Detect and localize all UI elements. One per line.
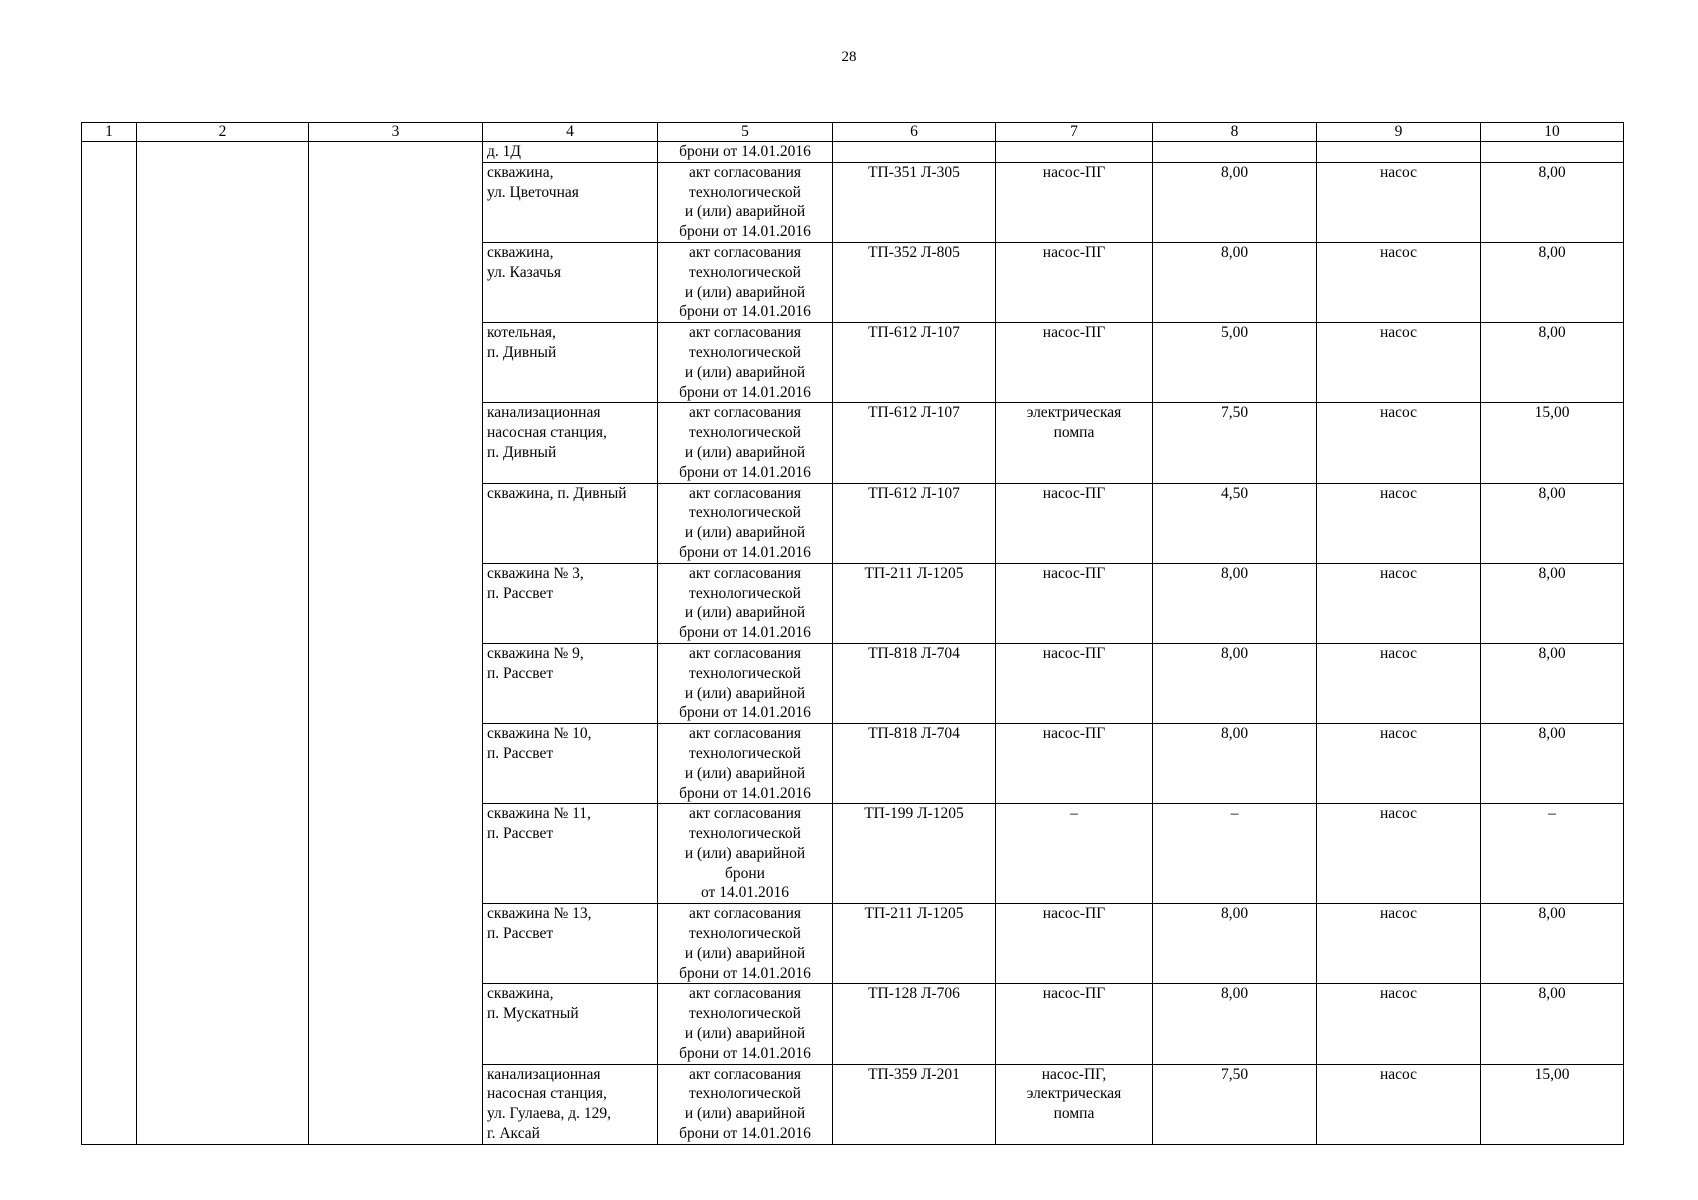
- document-cell: акт согласования технологической и (или) аварийной брони от 14.01.2016: [658, 242, 833, 322]
- equipment-cell: насос-ПГ: [996, 724, 1153, 804]
- column-header-10: 10: [1481, 123, 1624, 142]
- object-cell: скважина № 9, п. Рассвет: [483, 643, 658, 723]
- value-cell: 15,00: [1481, 403, 1624, 483]
- value-cell: 8,00: [1481, 984, 1624, 1064]
- object-cell: скважина № 3, п. Рассвет: [483, 563, 658, 643]
- document-cell: акт согласования технологической и (или) аварийной брони от 14.01.2016: [658, 984, 833, 1064]
- equipment-cell: насос-ПГ: [996, 162, 1153, 242]
- document-cell: акт согласования технологической и (или) аварийной брони от 14.01.2016: [658, 904, 833, 984]
- power-source-cell: ТП-818 Л-704: [833, 724, 996, 804]
- equipment-cell: насос-ПГ: [996, 643, 1153, 723]
- merged-cell-col2: [137, 142, 309, 1145]
- power-cell: –: [1153, 804, 1317, 904]
- continuation-document-cell: брони от 14.01.2016: [658, 142, 833, 163]
- value-cell: 8,00: [1481, 323, 1624, 403]
- object-cell: котельная, п. Дивный: [483, 323, 658, 403]
- value-cell: 8,00: [1481, 483, 1624, 563]
- object-cell: скважина № 11, п. Рассвет: [483, 804, 658, 904]
- equipment-cell: электрическая помпа: [996, 403, 1153, 483]
- power-cell: 8,00: [1153, 984, 1317, 1064]
- object-cell: скважина, п. Дивный: [483, 483, 658, 563]
- power-source-cell: ТП-352 Л-805: [833, 242, 996, 322]
- column-header-6: 6: [833, 123, 996, 142]
- value-cell: 8,00: [1481, 242, 1624, 322]
- empty-cell: [996, 142, 1153, 163]
- merged-cell-col3: [309, 142, 483, 1145]
- value-cell: 8,00: [1481, 563, 1624, 643]
- power-source-cell: ТП-818 Л-704: [833, 643, 996, 723]
- power-cell: 8,00: [1153, 563, 1317, 643]
- column-number-row: [82, 123, 1624, 142]
- power-source-cell: ТП-128 Л-706: [833, 984, 996, 1064]
- type-cell: насос: [1317, 242, 1481, 322]
- type-cell: насос: [1317, 1064, 1481, 1144]
- type-cell: насос: [1317, 904, 1481, 984]
- equipment-cell: насос-ПГ: [996, 984, 1153, 1064]
- power-source-cell: ТП-211 Л-1205: [833, 904, 996, 984]
- power-source-cell: ТП-211 Л-1205: [833, 563, 996, 643]
- equipment-cell: –: [996, 804, 1153, 904]
- power-cell: 8,00: [1153, 162, 1317, 242]
- column-header-1: 1: [82, 123, 137, 142]
- equipment-cell: насос-ПГ: [996, 323, 1153, 403]
- merged-cell-col1: [82, 142, 137, 1145]
- power-source-cell: ТП-612 Л-107: [833, 403, 996, 483]
- object-cell: скважина, ул. Казачья: [483, 242, 658, 322]
- type-cell: насос: [1317, 984, 1481, 1064]
- type-cell: насос: [1317, 724, 1481, 804]
- document-cell: акт согласования технологической и (или) аварийной брони от 14.01.2016: [658, 162, 833, 242]
- power-source-cell: ТП-612 Л-107: [833, 323, 996, 403]
- power-source-cell: ТП-612 Л-107: [833, 483, 996, 563]
- data-table: [81, 122, 1624, 1145]
- column-header-5: 5: [658, 123, 833, 142]
- equipment-cell: насос-ПГ: [996, 563, 1153, 643]
- column-header-3: 3: [309, 123, 483, 142]
- continuation-row: [82, 142, 1624, 163]
- value-cell: 8,00: [1481, 904, 1624, 984]
- object-cell: скважина № 13, п. Рассвет: [483, 904, 658, 984]
- object-cell: канализационная насосная станция, ул. Гулаева, д. 129, г. Аксай: [483, 1064, 658, 1144]
- value-cell: 8,00: [1481, 162, 1624, 242]
- document-cell: акт согласования технологической и (или) аварийной брони от 14.01.2016: [658, 804, 833, 904]
- object-cell: скважина, ул. Цветочная: [483, 162, 658, 242]
- type-cell: насос: [1317, 643, 1481, 723]
- power-cell: 5,00: [1153, 323, 1317, 403]
- continuation-object-cell: д. 1Д: [483, 142, 658, 163]
- column-header-2: 2: [137, 123, 309, 142]
- column-header-8: 8: [1153, 123, 1317, 142]
- power-cell: 8,00: [1153, 242, 1317, 322]
- value-cell: –: [1481, 804, 1624, 904]
- value-cell: 8,00: [1481, 724, 1624, 804]
- type-cell: насос: [1317, 483, 1481, 563]
- power-cell: 7,50: [1153, 403, 1317, 483]
- object-cell: скважина, п. Мускатный: [483, 984, 658, 1064]
- object-cell: канализационная насосная станция, п. Дивный: [483, 403, 658, 483]
- page-number: 28: [841, 49, 857, 65]
- equipment-cell: насос-ПГ, электрическая помпа: [996, 1064, 1153, 1144]
- document-cell: акт согласования технологической и (или) аварийной брони от 14.01.2016: [658, 1064, 833, 1144]
- equipment-cell: насос-ПГ: [996, 483, 1153, 563]
- type-cell: насос: [1317, 162, 1481, 242]
- type-cell: насос: [1317, 323, 1481, 403]
- type-cell: насос: [1317, 804, 1481, 904]
- power-source-cell: ТП-199 Л-1205: [833, 804, 996, 904]
- type-cell: насос: [1317, 563, 1481, 643]
- object-cell: скважина № 10, п. Рассвет: [483, 724, 658, 804]
- document-cell: акт согласования технологической и (или) аварийной брони от 14.01.2016: [658, 403, 833, 483]
- power-cell: 8,00: [1153, 904, 1317, 984]
- power-cell: 8,00: [1153, 724, 1317, 804]
- power-source-cell: ТП-351 Л-305: [833, 162, 996, 242]
- empty-cell: [1317, 142, 1481, 163]
- value-cell: 8,00: [1481, 643, 1624, 723]
- equipment-cell: насос-ПГ: [996, 242, 1153, 322]
- empty-cell: [1481, 142, 1624, 163]
- document-cell: акт согласования технологической и (или) аварийной брони от 14.01.2016: [658, 323, 833, 403]
- value-cell: 15,00: [1481, 1064, 1624, 1144]
- document-cell: акт согласования технологической и (или) аварийной брони от 14.01.2016: [658, 724, 833, 804]
- document-cell: акт согласования технологической и (или) аварийной брони от 14.01.2016: [658, 563, 833, 643]
- column-header-4: 4: [483, 123, 658, 142]
- empty-cell: [833, 142, 996, 163]
- type-cell: насос: [1317, 403, 1481, 483]
- empty-cell: [1153, 142, 1317, 163]
- column-header-9: 9: [1317, 123, 1481, 142]
- power-source-cell: ТП-359 Л-201: [833, 1064, 996, 1144]
- document-cell: акт согласования технологической и (или) аварийной брони от 14.01.2016: [658, 483, 833, 563]
- equipment-cell: насос-ПГ: [996, 904, 1153, 984]
- column-header-7: 7: [996, 123, 1153, 142]
- power-cell: 8,00: [1153, 643, 1317, 723]
- power-cell: 7,50: [1153, 1064, 1317, 1144]
- power-cell: 4,50: [1153, 483, 1317, 563]
- document-cell: акт согласования технологической и (или) аварийной брони от 14.01.2016: [658, 643, 833, 723]
